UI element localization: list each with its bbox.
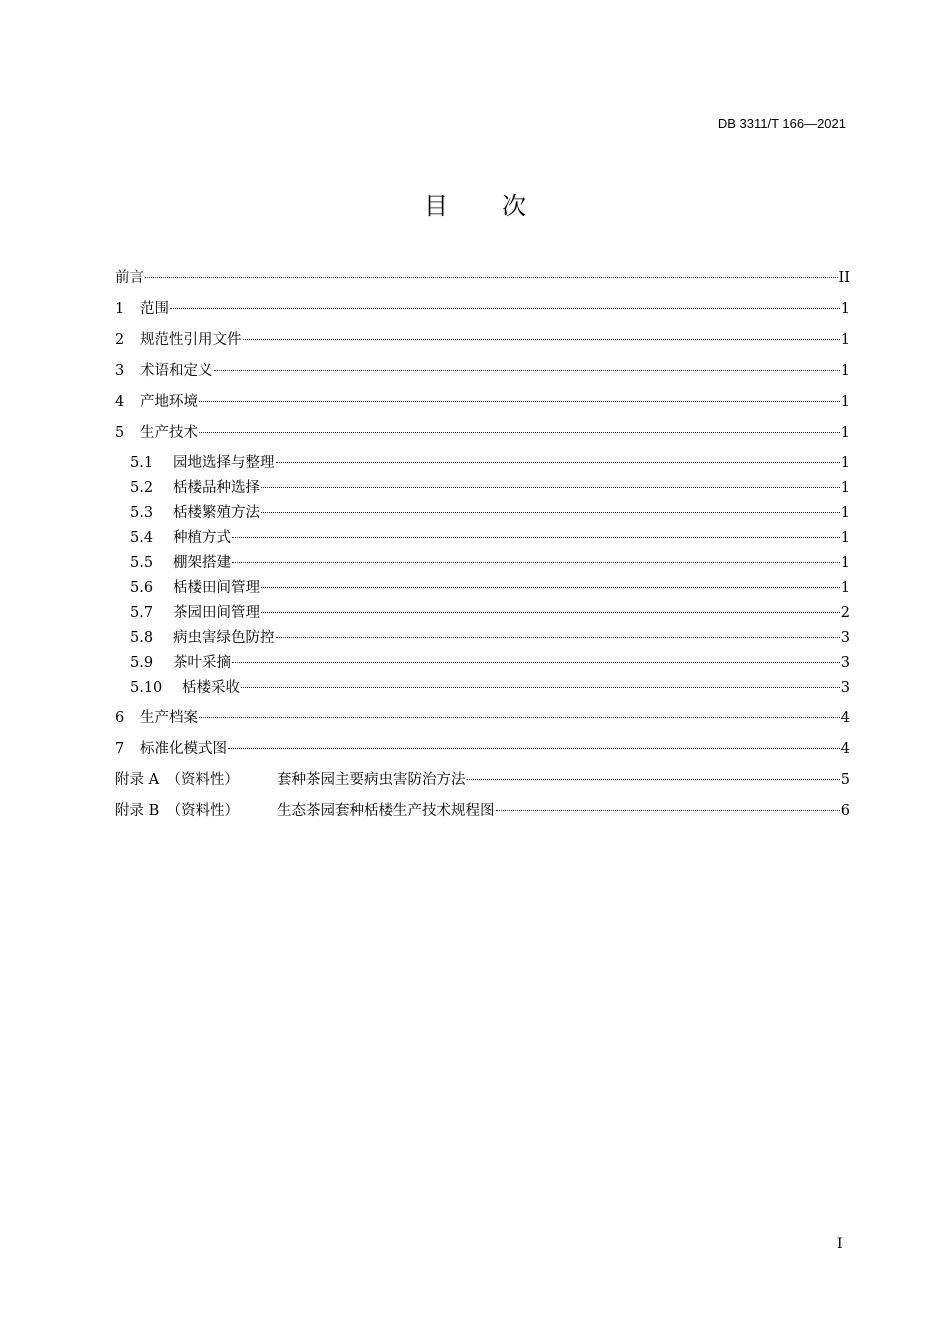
toc-entry-page: 1 (840, 363, 850, 379)
toc-entry[interactable] (115, 294, 850, 325)
toc-entry-label: 栝楼繁殖方法 (173, 505, 260, 521)
dot-leader (232, 562, 840, 563)
toc-entry-number: 4 (115, 394, 125, 410)
toc-entry[interactable] (115, 387, 850, 418)
toc-entry-label: 栝楼采收 (182, 680, 240, 696)
toc-entry-label: 规范性引用文件 (140, 332, 242, 348)
toc-entry-number: 6 (115, 710, 125, 726)
toc-entry-page: 5 (840, 772, 850, 788)
dot-leader (261, 612, 840, 613)
toc-entry-page: 1 (840, 505, 850, 521)
toc-entry[interactable] (115, 501, 850, 526)
toc-entry[interactable] (115, 356, 850, 387)
toc-entry[interactable] (115, 765, 850, 796)
dot-leader (243, 339, 840, 340)
toc-entry-label: 范围 (140, 301, 169, 317)
toc-entry-label: 套种茶园主要病虫害防治方法 (277, 772, 466, 788)
toc-entry-number: 5.9 (130, 655, 154, 671)
toc-entry-label: 生产档案 (140, 710, 198, 726)
toc-entry-label: 茶园田间管理 (173, 605, 260, 621)
toc-entry[interactable] (115, 263, 850, 294)
toc-entry-label: 棚架搭建 (173, 555, 231, 571)
toc-entry[interactable] (115, 451, 850, 476)
toc-entry-page: 4 (840, 741, 850, 757)
toc-entry-label: 标准化模式图 (140, 741, 227, 757)
toc-entry[interactable] (115, 476, 850, 501)
toc-entry-label: 栝楼品种选择 (173, 480, 260, 496)
toc-entry[interactable] (115, 703, 850, 734)
toc-entry-number: 5.1 (130, 455, 154, 471)
dot-leader (261, 587, 840, 588)
dot-leader (261, 487, 840, 488)
toc-entry-page: 1 (840, 425, 850, 441)
toc-entry-page: 1 (840, 530, 850, 546)
toc-entry-number: 7 (115, 741, 125, 757)
toc-entry-page: 1 (840, 580, 850, 596)
toc-entry-number: 5.3 (130, 505, 154, 521)
toc-entry-number: 附录 A （资料性） (115, 772, 239, 788)
toc-entry-page: 4 (840, 710, 850, 726)
toc-entry-label: 生产技术 (140, 425, 198, 441)
toc-entry-page: 6 (840, 803, 850, 819)
document-number: DB 3311/T 166—2021 (717, 116, 846, 131)
toc-entry-label: 种植方式 (173, 530, 231, 546)
table-of-contents (115, 263, 850, 827)
dot-leader (276, 637, 840, 638)
dot-leader (232, 537, 840, 538)
toc-entry-label: 园地选择与整理 (173, 455, 275, 471)
toc-entry-page: 3 (840, 655, 850, 671)
toc-entry-number: 1 (115, 301, 125, 317)
dot-leader (199, 717, 840, 718)
toc-entry[interactable] (115, 796, 850, 827)
toc-entry-page: 1 (840, 555, 850, 571)
toc-entry[interactable] (115, 526, 850, 551)
toc-entry[interactable] (115, 651, 850, 676)
toc-entry-number: 3 (115, 363, 125, 379)
toc-entry-page: 3 (840, 630, 850, 646)
toc-entry-page: II (838, 270, 850, 286)
toc-entry-number: 5.4 (130, 530, 154, 546)
toc-entry-page: 1 (840, 480, 850, 496)
toc-entry-number: 5 (115, 425, 125, 441)
toc-entry-label: 栝楼田间管理 (173, 580, 260, 596)
page-number: I (837, 1236, 843, 1252)
toc-entry-label: 茶叶采摘 (173, 655, 231, 671)
dot-leader (145, 277, 838, 278)
toc-entry-number: 5.6 (130, 580, 154, 596)
toc-entry-label: 前言 (115, 270, 144, 286)
toc-entry[interactable] (115, 551, 850, 576)
toc-entry-number: 5.2 (130, 480, 154, 496)
dot-leader (170, 308, 840, 309)
toc-entry-number: 5.8 (130, 630, 154, 646)
toc-entry[interactable] (115, 734, 850, 765)
toc-entry-label: 病虫害绿色防控 (173, 630, 275, 646)
toc-entry[interactable] (115, 576, 850, 601)
dot-leader (467, 779, 840, 780)
toc-entry[interactable] (115, 325, 850, 356)
toc-entry-number: 5.5 (130, 555, 154, 571)
toc-entry-page: 1 (840, 332, 850, 348)
dot-leader (276, 462, 840, 463)
toc-entry[interactable] (115, 626, 850, 651)
dot-leader (199, 432, 840, 433)
toc-entry-page: 1 (840, 394, 850, 410)
toc-entry-label: 生态茶园套种栝楼生产技术规程图 (277, 803, 495, 819)
dot-leader (228, 748, 840, 749)
toc-entry-number: 2 (115, 332, 125, 348)
toc-entry-number: 5.7 (130, 605, 154, 621)
dot-leader (261, 512, 840, 513)
page-title: 目次 (424, 192, 580, 220)
dot-leader (199, 401, 840, 402)
toc-entry-page: 3 (840, 680, 850, 696)
toc-entry[interactable] (115, 676, 850, 701)
toc-entry-number: 5.10 (130, 680, 163, 696)
toc-entry-number: 附录 B （资料性） (115, 803, 240, 819)
toc-entry-page: 2 (840, 605, 850, 621)
toc-entry-label: 术语和定义 (140, 363, 213, 379)
toc-entry-page: 1 (840, 301, 850, 317)
toc-entry[interactable] (115, 418, 850, 449)
dot-leader (214, 370, 840, 371)
toc-entry-label: 产地环境 (140, 394, 198, 410)
toc-entry[interactable] (115, 601, 850, 626)
dot-leader (232, 662, 840, 663)
toc-entry-page: 1 (840, 455, 850, 471)
dot-leader (496, 810, 840, 811)
dot-leader (241, 687, 840, 688)
